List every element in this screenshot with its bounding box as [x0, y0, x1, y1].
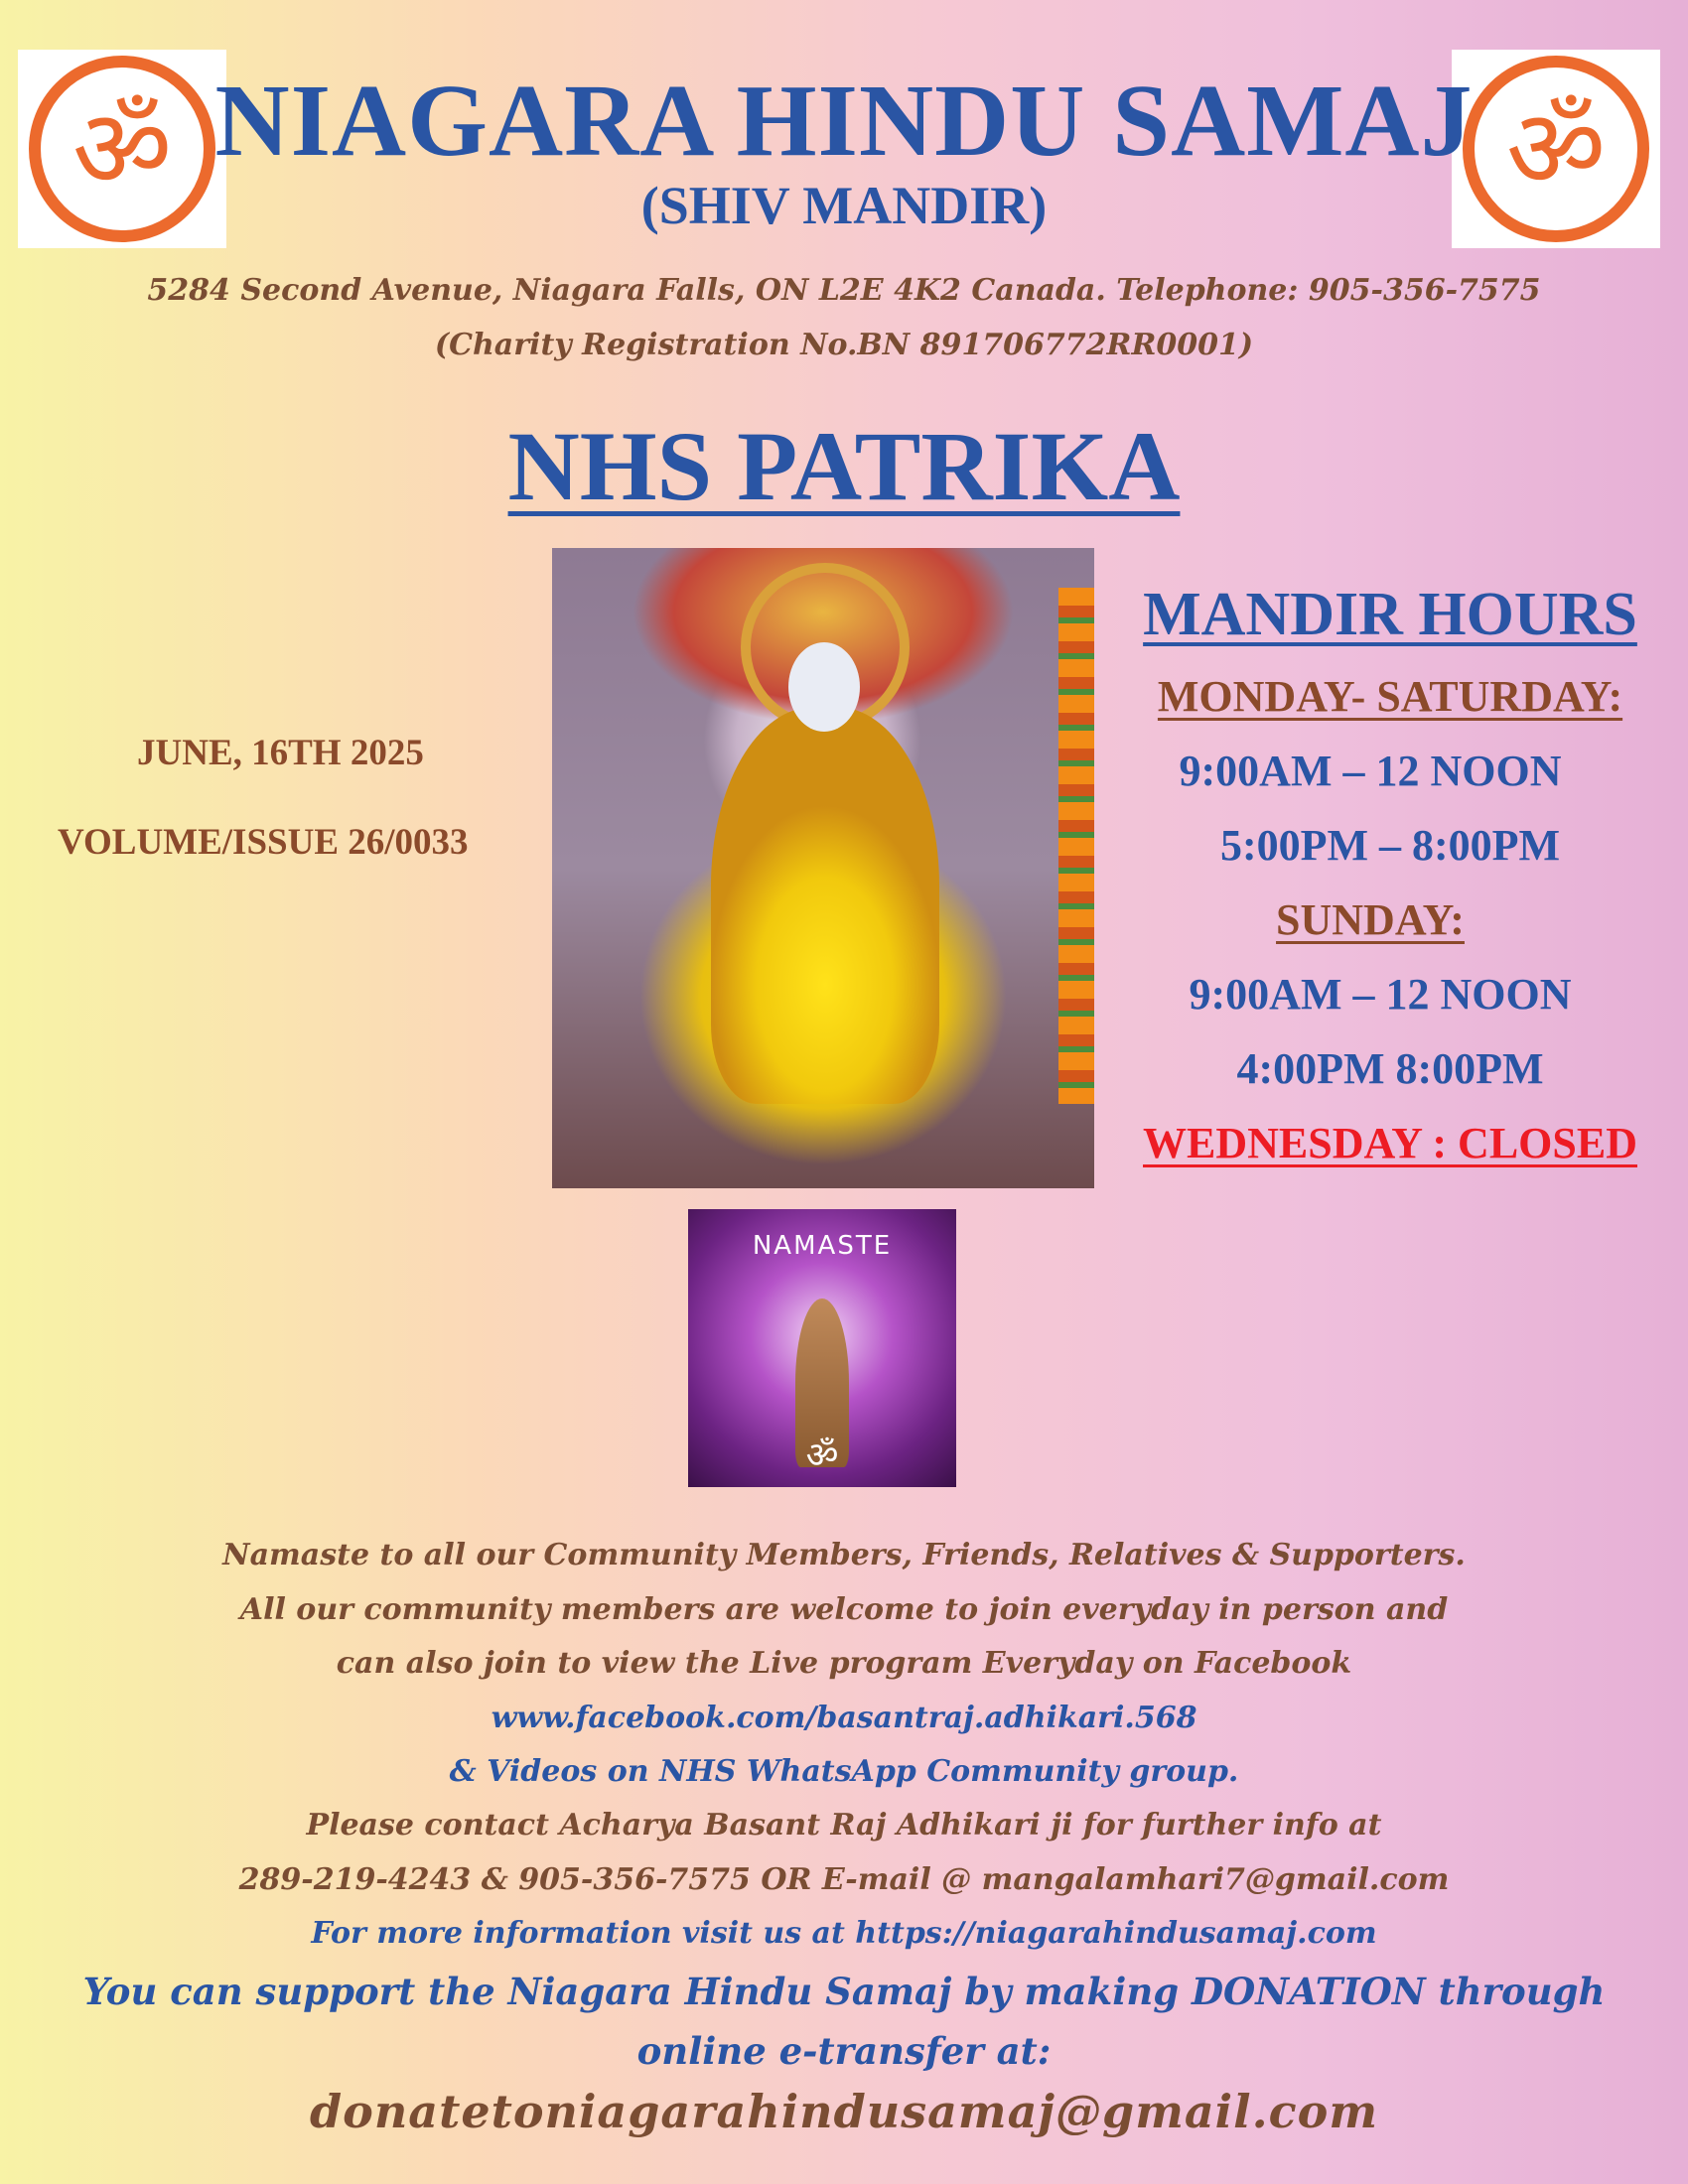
- sunday-time-2: 4:00PM 8:00PM: [1236, 1044, 1544, 1093]
- sunday-label: SUNDAY:: [1276, 895, 1465, 944]
- weekday-time-2: 5:00PM – 8:00PM: [1219, 821, 1561, 870]
- message-line: Namaste to all our Community Members, Friends, Relatives & Supporters.: [222, 1538, 1466, 1572]
- contact-line: 289-219-4243 & 905-356-7575 OR E-mail @ mangalamhari7@gmail.com: [238, 1862, 1450, 1897]
- newsletter-title: NHS PATRIKA: [507, 411, 1181, 521]
- om-icon: ॐ: [29, 56, 215, 242]
- charity-registration: (Charity Registration No.BN 891706772RR0001): [434, 328, 1254, 362]
- message-line: can also join to view the Live program Everyday on Facebook: [336, 1646, 1352, 1681]
- marigold-garland: [1058, 588, 1094, 1104]
- hours-heading: MANDIR HOURS: [1143, 581, 1637, 648]
- org-address: 5284 Second Avenue, Niagara Falls, ON L2E 4K2 Canada. Telephone: 905-356-7575: [147, 273, 1541, 308]
- namaste-image: [688, 1209, 956, 1487]
- message-line: All our community members are welcome to join everyday in person and: [239, 1592, 1449, 1627]
- deity-face: [788, 642, 860, 732]
- donation-line-2: online e-transfer at:: [636, 2029, 1052, 2073]
- issue-date: JUNE, 16TH 2025: [137, 733, 424, 773]
- org-title: NIAGARA HINDU SAMAJ: [214, 64, 1474, 178]
- deity-photo: [552, 548, 1094, 1188]
- closed-day: WEDNESDAY : CLOSED: [1143, 1119, 1637, 1167]
- sunday-time-1: 9:00AM – 12 NOON: [1189, 970, 1572, 1019]
- weekday-label: MONDAY- SATURDAY:: [1157, 672, 1623, 721]
- namaste-text: NAMASTE: [752, 1231, 893, 1261]
- om-icon: ॐ: [805, 1435, 839, 1476]
- message-line: Please contact Acharya Basant Raj Adhikari ji for further info at: [306, 1808, 1382, 1843]
- donation-line-1: You can support the Niagara Hindu Samaj by making DONATION through: [82, 1970, 1606, 2013]
- weekday-time-1: 9:00AM – 12 NOON: [1179, 747, 1562, 795]
- donation-email[interactable]: donatetoniagarahindusamaj@gmail.com: [309, 2085, 1379, 2138]
- facebook-link[interactable]: www.facebook.com/basantraj.adhikari.568: [491, 1701, 1197, 1735]
- org-subtitle: (SHIV MANDIR): [640, 176, 1048, 235]
- deity-figure: [711, 707, 939, 1104]
- website-line: For more information visit us at https://niagarahindusamaj.com: [311, 1916, 1377, 1951]
- message-line: & Videos on NHS WhatsApp Community group.: [449, 1754, 1239, 1789]
- om-icon: ॐ: [1463, 56, 1649, 242]
- issue-volume: VOLUME/ISSUE 26/0033: [58, 822, 469, 863]
